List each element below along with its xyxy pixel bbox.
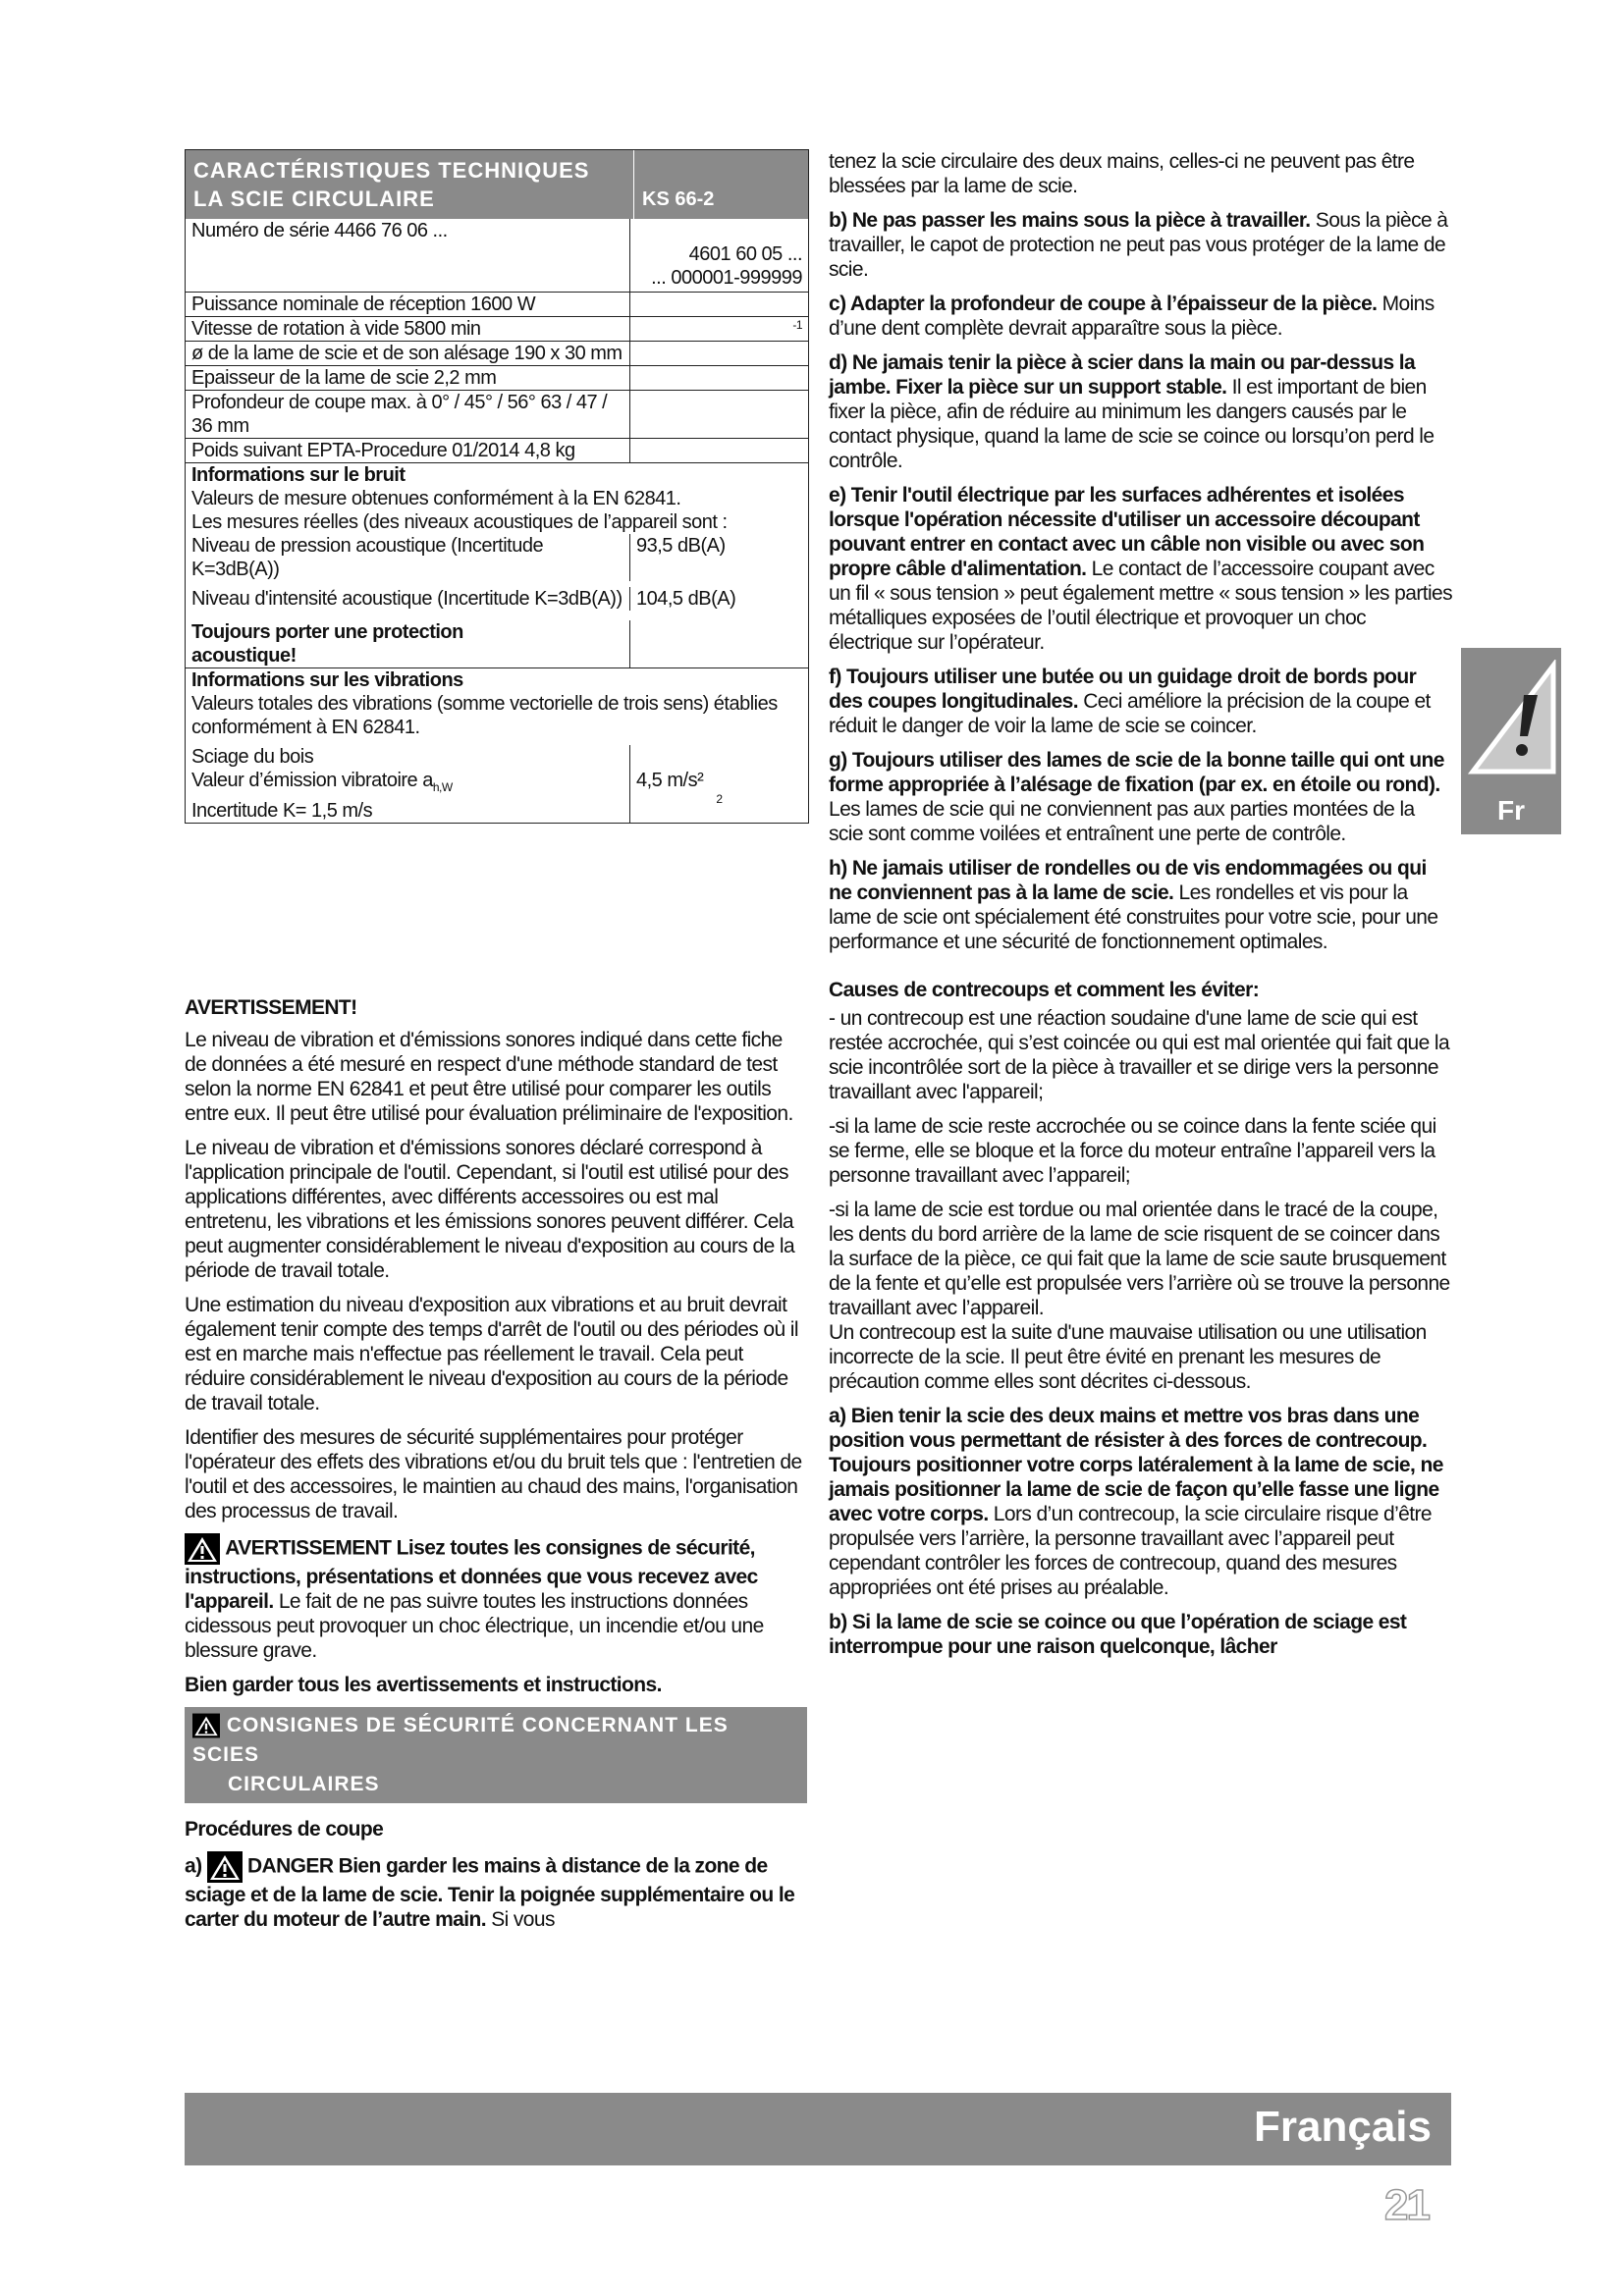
- warning-triangle-icon: [192, 1713, 220, 1738]
- spec-serial-label: Numéro de série 4466 76 06 ...: [186, 219, 630, 292]
- vibration-emission-label: Valeur d’émission vibratoire a: [191, 770, 433, 791]
- paragraph: tenez la scie circulaire des deux mains, celles-ci ne peuvent pas être blessées par la lame de scie.: [829, 150, 1415, 197]
- paragraph: Le niveau de vibration et d'émissions sonores indiqué dans cette fiche de données a été mesuré en respect d'une méthode standard de test selon la norme EN 62841 et peut être utilisé pour comparer les outils entre eux. Il peut être utilisé pour évaluation préliminaire de l'exposition.: [185, 1029, 793, 1125]
- item-bold: d) Ne jamais tenir la pièce à scier dans la main ou par-dessus la jambe. Fixer la pièce sur un support stable.: [829, 351, 1416, 399]
- danger-text: Si vous: [485, 1908, 555, 1931]
- item-d: [829, 350, 1453, 473]
- spec-row-label: Epaisseur de la lame de scie 2,2 mm: [186, 366, 630, 390]
- item-bold: f) Toujours utiliser une butée ou un guidage droit de bords pour des coupes longitudinales.: [829, 666, 1417, 713]
- item-f: [829, 665, 1453, 738]
- kickback-1: - un contrecoup est une réaction soudaine d'une lame de scie qui est restée accrochée, qui s’est coincée ou qui est mal orientée qui fait que la scie incontrôlée sort de la pièce à travailler et se dirige vers la personne travaillant avec l'appareil;: [829, 1007, 1450, 1103]
- item-text: Les lames de scie qui ne conviennent pas aux parties montées de la scie sont comme voilées et entraînent une perte de contrôle.: [829, 798, 1415, 845]
- kickback-4: Un contrecoup est la suite d'une mauvaise utilisation ou une utilisation incorrecte de la scie. Il peut être évité en prenant les mesures de précaution comme elles sont décrites ci-dessous.: [829, 1321, 1427, 1393]
- noise-intensity-label: Niveau d'intensité acoustique (Incertitude K=3dB(A)): [186, 587, 630, 611]
- spec-row-value: [630, 293, 808, 316]
- procedures-title: Procédures de coupe: [185, 1818, 384, 1841]
- spec-row-value: -1: [792, 318, 802, 332]
- noise-pressure-label: Niveau de pression acoustique (Incertitude K=3dB(A)): [186, 534, 630, 581]
- vibration-wood: Sciage du bois: [191, 746, 314, 768]
- right-column: [829, 149, 1453, 1669]
- spec-row-value: [630, 391, 808, 438]
- item-e: [829, 483, 1453, 655]
- item-bold: b) Ne pas passer les mains sous la pièce à travailler.: [829, 209, 1311, 232]
- warning-triangle-icon: [185, 1533, 220, 1565]
- item-bold: a) Bien tenir la scie des deux mains et mettre vos bras dans une position vous permettant de résister à des forces de contrecoup. Toujours positionner votre corps latéralement à la lame de scie, ne jamais positionner la lame de scie de façon qu’elle fasse une ligne avec votre corps.: [829, 1405, 1443, 1525]
- warning-triangle-icon: [207, 1851, 243, 1883]
- item-b: [829, 208, 1453, 282]
- warning-paragraph: [185, 1533, 807, 1663]
- item-prefix: a): [185, 1854, 202, 1878]
- vibration-uncert-value: 2: [716, 792, 723, 806]
- kickback-2: -si la lame de scie reste accrochée ou se coince dans la fente sciée qui se ferme, elle se bloque et la force du moteur entraîne l’appareil vers la personne travaillant avec l’appareil;: [829, 1115, 1436, 1187]
- spec-header-line2: LA SCIE CIRCULAIRE: [193, 187, 435, 211]
- vibration-title: Informations sur les vibrations: [191, 669, 463, 691]
- vibration-emission-sub: h,W: [432, 780, 453, 794]
- item-text: Ceci améliore la précision de la coupe et réduit le danger de voir la lame de scie se coincer.: [829, 690, 1431, 737]
- kickback-b: [829, 1610, 1453, 1659]
- spec-row-value: [630, 439, 808, 462]
- spec-row: [186, 292, 808, 316]
- spec-row-label: Vitesse de rotation à vide 5800 min: [186, 317, 630, 341]
- warning-exclamation-icon: [1465, 660, 1557, 777]
- page-number: 21: [1384, 2181, 1429, 2229]
- item-g: [829, 748, 1453, 846]
- kickback-3: -si la lame de scie est tordue ou mal orientée dans le tracé de la coupe, les dents du bord arrière de la lame de scie risquent de se coincer dans la surface de la pièce, ce qui fait que la lame de scie saute brusquement de la fente et qu’elle est propulsée vers l’arrière où se trouve la personne travaillant avec l’appareil.: [829, 1199, 1450, 1319]
- noise-protect: Toujours porter une protection acoustique!: [186, 620, 630, 667]
- item-text: Sous la pièce à travailler, le capot de protection ne peut pas vous protéger de la lame de scie.: [829, 209, 1448, 281]
- item-c: [829, 292, 1453, 341]
- footer-bar: [185, 2093, 1451, 2165]
- item-bold: c) Adapter la profondeur de coupe à l’épaisseur de la pièce.: [829, 293, 1378, 315]
- language-code: Fr: [1497, 795, 1525, 826]
- item-bold: b) Si la lame de scie se coince ou que l’opération de sciage est interrompue pour une raison quelconque, lâcher: [829, 1611, 1407, 1658]
- warning-bold-text: AVERTISSEMENT Lisez toutes les consignes de sécurité, instructions, présentations et données que vous recevez avec l'appareil.: [185, 1536, 758, 1613]
- spec-table: [185, 149, 809, 824]
- item-text: Il est important de bien fixer la pièce, afin de réduire au minimum les dangers causés par le contact physique, quand la lame de scie se coince ou lorsqu’on perd le contrôle.: [829, 376, 1435, 472]
- language-side-tab: [1461, 648, 1561, 834]
- item-text: Lors d’un contrecoup, la scie circulaire risque d’être propulsée vers l’arrière, la personne travaillant avec l’appareil peut cependant contrôler les forces de contrecoup, quand des mesures appropriées ont été prises au préalable.: [829, 1503, 1432, 1599]
- item-h: [829, 856, 1453, 954]
- spec-table-header: [186, 150, 808, 219]
- spec-header-line1: CARACTÉRISTIQUES TECHNIQUES: [193, 158, 590, 183]
- spec-row-label: Poids suivant EPTA-Procedure 01/2014 4,8 kg: [186, 439, 630, 462]
- spec-row: [186, 341, 808, 365]
- spec-row: [186, 365, 808, 390]
- causes-title: Causes de contrecoups et comment les éviter:: [829, 979, 1260, 1001]
- footer-language: Français: [1254, 2103, 1432, 2151]
- safety-banner: [185, 1707, 807, 1803]
- item-bold: h) Ne jamais utiliser de rondelles ou de vis endommagées ou qui ne conviennent pas à la lame de scie.: [829, 857, 1427, 904]
- spec-row-value: [630, 366, 808, 390]
- paragraph-a: [185, 1851, 807, 1932]
- noise-line1: Valeurs de mesure obtenues conformément à la EN 62841.: [191, 488, 681, 509]
- spec-serial-value2: ... 000001-999999: [651, 267, 802, 289]
- noise-title: Informations sur le bruit: [191, 464, 406, 486]
- paragraph: Identifier des mesures de sécurité supplémentaires pour protéger l'opérateur des effets des vibrations et/ou du bruit tels que : l'entretien de l'outil et des accessoires, le maintien au chaud des mains, l'organisation des processus de travail.: [185, 1426, 802, 1522]
- warning-title: AVERTISSEMENT!: [185, 996, 357, 1019]
- spec-row: [186, 390, 808, 438]
- item-bold: g) Toujours utiliser des lames de scie de la bonne taille qui ont une forme appropriée à l’alésage de fixation (par ex. en étoile ou rond).: [829, 749, 1444, 796]
- item-text: Moins d’une dent complète devrait apparaître sous la pièce.: [829, 293, 1435, 340]
- spec-model: KS 66-2: [642, 188, 715, 210]
- danger-bold-text: DANGER Bien garder les mains à distance de la zone de sciage et de la lame de scie. Tenir la poignée supplémentaire ou le carter du moteur de l’autre main.: [185, 1854, 795, 1931]
- kickback-a: [829, 1404, 1453, 1600]
- spec-row-label: Puissance nominale de réception 1600 W: [186, 293, 630, 316]
- vibration-emission-value: 4,5 m/s²: [636, 770, 704, 791]
- vibration-line1: Valeurs totales des vibrations (somme vectorielle de trois sens) établies conformément à EN 62841.: [191, 693, 778, 738]
- spec-serial-value1: 4601 60 05 ...: [688, 243, 802, 265]
- banner-line1: CONSIGNES DE SÉCURITÉ CONCERNANT LES SCIES: [192, 1714, 729, 1766]
- noise-intensity-value: 104,5 dB(A): [636, 588, 736, 610]
- left-column: [185, 995, 807, 1942]
- vibration-uncert-label: Incertitude K= 1,5 m/s: [191, 800, 373, 822]
- item-text: Les rondelles et vis pour la lame de scie ont spécialement été construites pour votre scie, pour une performance et une sécurité de fonctionnement optimales.: [829, 881, 1438, 953]
- warning-text: Le fait de ne pas suivre toutes les instructions données cidessous peut provoquer un choc électrique, un incendie et/ou une blessure grave.: [185, 1590, 764, 1662]
- spec-row: [186, 316, 808, 341]
- keep-warnings: Bien garder tous les avertissements et instructions.: [185, 1674, 662, 1696]
- spec-row-value: [630, 342, 808, 365]
- spec-row-label: ø de la lame de scie et de son alésage 190 x 30 mm: [186, 342, 630, 365]
- paragraph: Le niveau de vibration et d'émissions sonores déclaré correspond à l'application principale de l'outil. Cependant, si l'outil est utilisé pour des applications différentes, avec différents accessoires ou est mal entretenu, les vibrations et les émissions sonores peuvent différer. Cela peut augmenter considérablement le niveau d'exposition au cours de la période de travail totale.: [185, 1137, 795, 1282]
- banner-line2: CIRCULAIRES: [228, 1773, 380, 1795]
- paragraph: Une estimation du niveau d'exposition aux vibrations et au bruit devrait également tenir compte des temps d'arrêt de l'outil ou des périodes où il est en marche mais n'effectue pas réellement le travail. Cela peut réduire considérablement le niveau d'exposition au cours de la période de travail totale.: [185, 1294, 798, 1415]
- item-text: Le contact de l’accessoire coupant avec un fil « sous tension » peut également mettre « sous tension » les parties métalliques exposées de l’outil électrique et provoquer un choc électrique sur l’opérateur.: [829, 558, 1453, 654]
- spec-row-label: Profondeur de coupe max. à 0° / 45° / 56° 63 / 47 / 36 mm: [186, 391, 630, 438]
- spec-row: [186, 438, 808, 462]
- noise-pressure-value: 93,5 dB(A): [636, 535, 726, 557]
- noise-line2: Les mesures réelles (des niveaux acoustiques de l’appareil sont :: [191, 511, 728, 533]
- item-bold: e) Tenir l'outil électrique par les surfaces adhérentes et isolées lorsque l'opération nécessite d'utiliser un accessoire découpant pouvant entrer en contact avec un câble non visible ou avec son propre câble d'alimentation.: [829, 484, 1425, 580]
